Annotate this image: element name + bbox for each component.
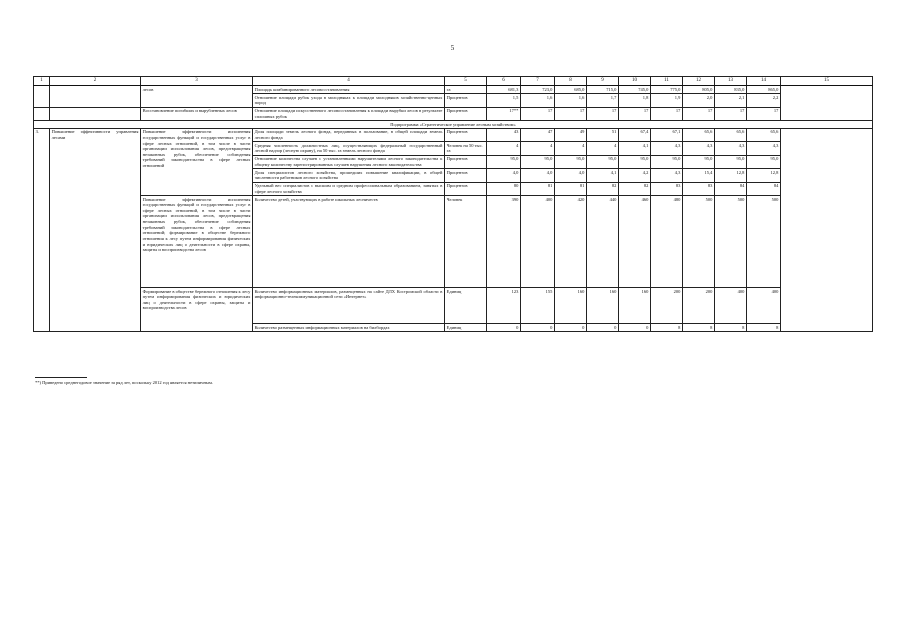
cell-value: 8 <box>715 323 747 331</box>
cell-value: 0 <box>487 323 521 331</box>
table-row <box>34 287 873 323</box>
cell-value: 420 <box>555 195 587 287</box>
cell-value: 8 <box>683 323 715 331</box>
cell-value: 400 <box>747 287 781 323</box>
cell-value: 15,4 <box>683 169 715 182</box>
cell-value: 480 <box>651 195 683 287</box>
footnote: **) Приведено среднегодовое значение за ряд лет, поскольку 2012 год является нетипичным. <box>35 380 213 385</box>
cell-value: 82 <box>619 182 651 195</box>
cell-indicator: Количество размещенных информационных материалов на билбордах <box>253 323 445 331</box>
cell-value: 65,6 <box>715 128 747 141</box>
cell-unit: Процентов <box>445 155 487 168</box>
cell-value: 95,0 <box>521 155 555 168</box>
cell-value: 4,3 <box>747 142 781 155</box>
cell-value: 17 <box>683 107 715 120</box>
cell-number <box>34 107 50 120</box>
cell-unit: Единиц <box>445 287 487 323</box>
cell-task: Формирование в обществе бережного отношения к лесу путем информирования физических и юридических лиц о деятельности в сфере охраны, защиты и воспроизводства лесов <box>141 287 253 331</box>
cell-value: 83 <box>683 182 715 195</box>
cell-indicator: Отношение количества случаев с установленными нарушителями лесного законодательства к общему количеству зарегистрированных случаев нарушения лесного законодательства <box>253 155 445 168</box>
cell-value: 835,0 <box>715 86 747 94</box>
column-header: 11 <box>651 77 683 86</box>
cell-value: 685,0 <box>555 86 587 94</box>
cell-unit: Процентов <box>445 128 487 141</box>
cell-value: 2,1 <box>715 94 747 107</box>
cell-value: 1,8 <box>619 94 651 107</box>
column-header: 10 <box>619 77 651 86</box>
cell-value: 4 <box>587 142 619 155</box>
cell-value: 400 <box>715 287 747 323</box>
cell-value: 4,1 <box>619 142 651 155</box>
cell-value: 95,0 <box>555 155 587 168</box>
cell-unit: Процентов <box>445 169 487 182</box>
footnote-divider <box>35 377 87 378</box>
cell-value: 400 <box>521 195 555 287</box>
cell-value: 4,3 <box>651 142 683 155</box>
cell-value: 17 <box>619 107 651 120</box>
cell-value: 17 <box>521 107 555 120</box>
cell-value: 81 <box>555 182 587 195</box>
column-header: 15 <box>781 77 873 86</box>
cell-value: 8 <box>747 323 781 331</box>
cell-unit: Процентов <box>445 182 487 195</box>
page-number: 5 <box>450 44 455 52</box>
cell-unit: Единиц <box>445 323 487 331</box>
cell-value: 95,0 <box>619 155 651 168</box>
cell-indicator: Отношение площади искусственного лесовосстановления к площади вырубки лесов в результате сплошных рубок <box>253 107 445 120</box>
cell-value: 440 <box>587 195 619 287</box>
cell-value: 4,3 <box>651 169 683 182</box>
cell-value: 12,8 <box>747 169 781 182</box>
cell-value: 84 <box>715 182 747 195</box>
cell-task: Повышение эффективности исполнения государственных функций и государственных услуг в сфере лесных отношений, в том числе в части организации использования лесов, предотвращения незаконных рубок, обеспечение соблюдения требований законодательства в сфере лесных отношений; формирование в обществе бережного отношения к лесу путем информирования физических и юридических лиц о деятельности в сфере охраны, защиты и воспроизводства лесов <box>141 195 253 287</box>
cell-value: 723,0 <box>521 86 555 94</box>
cell-value: 8 <box>651 323 683 331</box>
cell-value: 17** <box>487 107 521 120</box>
cell-value: 17 <box>587 107 619 120</box>
cell-value: 67,4 <box>619 128 651 141</box>
cell-value: 95,0 <box>747 155 781 168</box>
cell-indicator: Удельный вес специалистов с высшим и средним профессиональным образованием, занятых в сфере лесного хозяйства <box>253 182 445 195</box>
cell-value: 745,0 <box>619 86 651 94</box>
table-row <box>34 107 873 120</box>
cell-value: 65,6 <box>747 128 781 141</box>
cell-value: 95,0 <box>487 155 521 168</box>
cell-value: 160 <box>555 287 587 323</box>
cell-value: 4,0 <box>487 169 521 182</box>
cell-indicator: Доля площади земель лесного фонда, переданных в пользование, в общей площади земель лесного фонда <box>253 128 445 141</box>
cell-value: 4 <box>555 142 587 155</box>
cell-value: 0 <box>555 323 587 331</box>
column-header: 6 <box>487 77 521 86</box>
table-row <box>34 128 873 141</box>
cell-value: 4,0 <box>555 169 587 182</box>
cell-value: 95,0 <box>651 155 683 168</box>
cell-unit: Человек <box>445 195 487 287</box>
cell-notes <box>781 86 873 121</box>
cell-value: 17 <box>715 107 747 120</box>
cell-indicator: Отношение площади рубок ухода в молодняках к площади молодняков хозяйственно-ценных пород <box>253 94 445 107</box>
cell-value: 805,0 <box>683 86 715 94</box>
indicators-table <box>33 76 873 332</box>
header-row <box>34 77 873 86</box>
cell-value: 17 <box>555 107 587 120</box>
column-header: 13 <box>715 77 747 86</box>
cell-value: 84 <box>747 182 781 195</box>
cell-task: Восстановление погибших и вырубленных лесов <box>141 107 253 120</box>
cell-value: 49 <box>555 128 587 141</box>
column-header: 2 <box>50 77 141 86</box>
cell-value: 500 <box>683 195 715 287</box>
cell-task: лесов <box>141 86 253 107</box>
cell-indicator: Доля специалистов лесного хозяйства, прошедших повышение квалификации, в общей численности работников лесного хозяйства <box>253 169 445 182</box>
cell-value: 1,9 <box>651 94 683 107</box>
table-row <box>34 86 873 94</box>
cell-value: 95,0 <box>683 155 715 168</box>
cell-value: 43 <box>487 128 521 141</box>
cell-value: 390 <box>487 195 521 287</box>
cell-value: 160 <box>587 287 619 323</box>
cell-task: Повышение эффективности исполнения государственных функций и государственных услуг в сфере лесных отношений, в том числе в части организации использования лесов, предотвращения незаконных рубок, обеспечение соблюдения требований законодательства в сфере лесных отношений <box>141 128 253 195</box>
cell-value: 4 <box>521 142 555 155</box>
cell-value: 715,0 <box>587 86 619 94</box>
cell-value: 4,2 <box>619 169 651 182</box>
cell-value: 4,0 <box>521 169 555 182</box>
cell-number: 3. <box>34 128 50 331</box>
cell-value: 775,0 <box>651 86 683 94</box>
cell-value: 4 <box>487 142 521 155</box>
cell-value: 200 <box>651 287 683 323</box>
cell-goal <box>50 86 141 107</box>
cell-indicator: Средняя численность должностных лиц, осуществляющих федеральный государственный лесной надзор (лесную охрану), на 50 тыс. га земель лесного фонда <box>253 142 445 155</box>
cell-value: 17 <box>747 107 781 120</box>
cell-unit: га <box>445 86 487 94</box>
cell-unit: Процентов <box>445 94 487 107</box>
column-header: 4 <box>253 77 445 86</box>
cell-goal <box>50 107 141 120</box>
cell-value: 2,2 <box>747 94 781 107</box>
cell-value: 51 <box>587 128 619 141</box>
cell-value: 1,6 <box>521 94 555 107</box>
column-header: 7 <box>521 77 555 86</box>
cell-value: 65,6 <box>683 128 715 141</box>
cell-value: 4,3 <box>683 142 715 155</box>
cell-value: 4,3 <box>715 142 747 155</box>
cell-value: 0 <box>521 323 555 331</box>
column-header: 9 <box>587 77 619 86</box>
cell-value: 155 <box>521 287 555 323</box>
column-header: 8 <box>555 77 587 86</box>
cell-indicator: Площадь комбинированного лесовосстановления <box>253 86 445 94</box>
cell-value: 80 <box>487 182 521 195</box>
cell-value: 83 <box>651 182 683 195</box>
cell-value: 865,0 <box>747 86 781 94</box>
cell-value: 4,1 <box>587 169 619 182</box>
cell-value: 500 <box>715 195 747 287</box>
cell-value: 82 <box>587 182 619 195</box>
cell-value: 1,5 <box>487 94 521 107</box>
cell-value: 681,3 <box>487 86 521 94</box>
cell-value: 0 <box>619 323 651 331</box>
column-header: 1 <box>34 77 50 86</box>
subprogram-title: Подпрограмма «Стратегическое управление лесным хозяйством» <box>34 120 873 128</box>
cell-value: 81 <box>521 182 555 195</box>
cell-goal: Повышение эффективности управления лесами <box>50 128 141 331</box>
column-header: 14 <box>747 77 781 86</box>
cell-value: 123 <box>487 287 521 323</box>
cell-value: 200 <box>683 287 715 323</box>
column-header: 5 <box>445 77 487 86</box>
cell-value: 67,1 <box>651 128 683 141</box>
cell-value: 95,0 <box>587 155 619 168</box>
subprogram-row <box>34 120 873 128</box>
cell-value: 1,6 <box>555 94 587 107</box>
cell-value: 0 <box>587 323 619 331</box>
cell-value: 17 <box>651 107 683 120</box>
column-header: 3 <box>141 77 253 86</box>
cell-value: 160 <box>619 287 651 323</box>
cell-number <box>34 86 50 107</box>
column-header: 12 <box>683 77 715 86</box>
cell-indicator: Количество детей, участвующих в работе школьных лесничеств <box>253 195 445 287</box>
cell-indicator: Количество информационных материалов, размещенных на сайте ДЛХ Костромской области в информационно-телекоммуникационной сети «Интернет» <box>253 287 445 323</box>
cell-value: 12,8 <box>715 169 747 182</box>
cell-value: 2,0 <box>683 94 715 107</box>
cell-value: 95,0 <box>715 155 747 168</box>
cell-value: 1,7 <box>587 94 619 107</box>
cell-unit: Человек на 50 тыс. га <box>445 142 487 155</box>
cell-value: 500 <box>747 195 781 287</box>
cell-value: 47 <box>521 128 555 141</box>
cell-value: 460 <box>619 195 651 287</box>
cell-unit: Процентов <box>445 107 487 120</box>
table-row <box>34 195 873 287</box>
cell-notes <box>781 128 873 331</box>
